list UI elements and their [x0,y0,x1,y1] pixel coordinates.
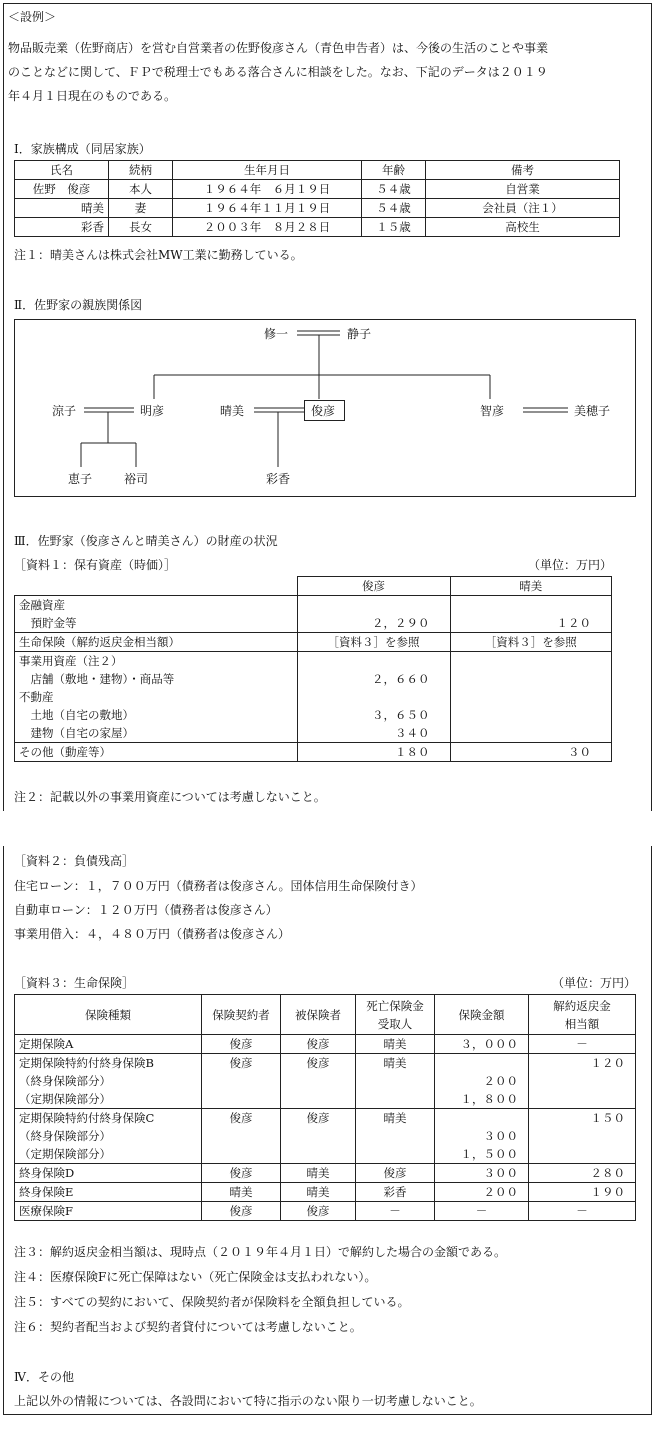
assets-col-toshihiko: 俊彦 [297,577,450,596]
assets-value-t: ［資料３］を参照 [297,633,450,652]
ins-cell: ２８０ [529,1164,636,1183]
family-row [15,218,620,237]
ins-cell: （終身保険部分） [15,1072,202,1090]
ins-header-beneficiary-1: 死亡保険金 [366,998,424,1013]
tree-shuichi: 修一 [264,327,289,341]
ins-cell: 俊彦 [281,1035,356,1054]
assets-table [14,576,612,762]
family-row [15,199,620,218]
family-cell: 妻 [109,199,173,218]
assets-row [15,652,612,671]
ins-cell: ２００ [435,1072,529,1090]
assets-row [15,743,612,762]
ins-cell: ３００ [435,1127,529,1145]
table-row [15,1035,636,1054]
assets-label: 建物（自宅の家屋） [15,724,298,743]
assets-col-harumi: 晴美 [450,577,612,596]
family-cell: 自営業 [426,180,620,199]
ins-cell: （終身保険部分） [15,1127,202,1145]
family-cell: 高校生 [426,218,620,237]
assets-label: 事業用資産（注２） [15,652,298,671]
insurance-unit: （単位：万円） [552,976,637,990]
ins-cell: ３００ [435,1164,529,1183]
assets-row [15,614,612,633]
assets-row [15,688,612,706]
assets-row [15,724,612,743]
assets-value-h [450,706,612,724]
assets-row [15,596,612,615]
ins-cell: 俊彦 [202,1035,281,1054]
other-text: 上記以外の情報については、各設問において特に指示のない限り一切考慮しないこと。 [14,1394,482,1408]
assets-label: 金融資産 [15,596,298,615]
tree-mihoko: 美穂子 [574,404,611,418]
tree-shizuko: 静子 [347,327,372,341]
ins-cell: 俊彦 [281,1202,356,1221]
ins-cell: 俊彦 [281,1109,356,1128]
family-cell: ２００３年 ８月２８日 [173,218,362,237]
tree-ryoko: 涼子 [52,404,77,418]
ins-cell [435,1109,529,1128]
table-row [15,1090,636,1109]
assets-value-h [450,724,612,743]
other-heading: Ⅳ．その他 [14,1370,74,1384]
ins-note-5: 注５：すべての契約において、保険契約者が保険料を全額負担している。 [14,1295,410,1309]
ins-cell [435,1054,529,1073]
ins-cell: 俊彦 [202,1202,281,1221]
assets-label: 生命保険（解約返戻金相当額） [15,633,298,652]
ins-cell: － [356,1202,435,1221]
ins-header-type: 保険種類 [15,995,202,1035]
assets-value-h: １２０ [450,614,612,633]
ins-cell: － [435,1202,529,1221]
ins-cell: 医療保険F [15,1202,202,1221]
family-cell: １９６４年 ６月１９日 [173,180,362,199]
ins-cell: １９０ [529,1183,636,1202]
family-header-name: 氏名 [15,161,109,180]
ins-header-surrender-2: 相当額 [564,1016,600,1031]
ins-cell: － [529,1035,636,1054]
tree-yuji: 裕司 [124,472,149,486]
insurance-table [14,994,636,1221]
family-cell: 晴美 [15,199,109,218]
assets-value-h [450,652,612,671]
assets-value-h [450,596,612,615]
intro-line-2: のことなどに関して、ＦＰで税理士でもある落合さんに相談をした。なお、下記のデータは２０１９ [8,65,548,79]
tree-keiko: 恵子 [68,472,93,486]
ins-cell: 定期保険特約付終身保険B [15,1054,202,1073]
assets-row [15,670,612,688]
family-cell: １９６４年１１月１９日 [173,199,362,218]
ins-cell: 定期保険A [15,1035,202,1054]
ins-cell: （定期保険部分） [15,1090,202,1109]
family-cell: 会社員（注１） [426,199,620,218]
ins-header-amount: 保険金額 [435,995,529,1035]
family-header-birthdate: 生年月日 [173,161,362,180]
assets-label: 不動産 [15,688,298,706]
family-header-notes: 備考 [426,161,620,180]
ins-cell: 俊彦 [202,1109,281,1128]
assets-value-t [297,688,450,706]
assets-value-t: ３４０ [297,724,450,743]
ins-cell: 晴美 [356,1035,435,1054]
family-header-relation: 続柄 [109,161,173,180]
tree-heading: Ⅱ．佐野家の親族関係図 [14,298,143,312]
family-cell: ５４歳 [362,180,426,199]
tree-harumi: 晴美 [220,404,245,418]
debt-line-2: 自動車ローン：１２０万円（債務者は俊彦さん） [14,903,278,917]
assets-label: 店舗（敷地・建物）・商品等 [15,670,298,688]
table-row [15,1109,636,1128]
table-row [15,1072,636,1090]
ins-cell: 晴美 [202,1183,281,1202]
ins-cell: － [529,1202,636,1221]
family-cell: ５４歳 [362,199,426,218]
family-cell: 彩香 [15,218,109,237]
assets-value-h [450,670,612,688]
family-tree [14,319,636,497]
ins-cell: ２００ [435,1183,529,1202]
example-heading: ＜設例＞ [8,10,57,24]
assets-row [15,633,612,652]
insurance-title: ［資料３：生命保険］ [14,976,135,990]
ins-cell: １５０ [529,1109,636,1128]
ins-header-beneficiary-2: 受取人 [377,1016,413,1031]
ins-cell: １，５００ [435,1145,529,1164]
assets-value-t [297,596,450,615]
assets-value-h: ３０ [450,743,612,762]
debt-line-3: 事業用借入：４，４８０万円（債務者は俊彦さん） [14,927,291,941]
family-note: 注１：晴美さんは株式会社MW工業に勤務している。 [14,248,303,262]
intro-line-3: 年４月１日現在のものである。 [8,89,177,103]
ins-cell: 定期保険特約付終身保険C [15,1109,202,1128]
ins-header-insured: 被保険者 [281,995,356,1035]
assets-value-h [450,688,612,706]
assets-value-t [297,652,450,671]
intro-line-1: 物品販売業（佐野商店）を営む自営業者の佐野俊彦さん（青色申告者）は、今後の生活のことや事業 [8,41,549,55]
family-table [14,160,620,237]
table-row [15,1145,636,1164]
family-header-age: 年齢 [362,161,426,180]
ins-header-holder: 保険契約者 [202,995,281,1035]
ins-cell: 終身保険D [15,1164,202,1183]
ins-cell: １，８００ [435,1090,529,1109]
family-cell: 本人 [109,180,173,199]
ins-header-surrender-1: 解約返戻金 [553,998,611,1013]
assets-row [15,706,612,724]
assets-value-t: ２，６６０ [297,670,450,688]
ins-cell: 晴美 [281,1183,356,1202]
family-cell: 長女 [109,218,173,237]
assets-value-t: ３，６５０ [297,706,450,724]
ins-note-6: 注６：契約者配当および契約者貸付については考慮しないこと。 [14,1320,362,1334]
family-row [15,180,620,199]
ins-cell: （定期保険部分） [15,1145,202,1164]
ins-cell: 彩香 [356,1183,435,1202]
assets-unit: （単位：万円） [528,558,613,572]
tree-toshihiko: 俊彦 [311,404,336,418]
ins-cell: 晴美 [356,1054,435,1073]
ins-cell: ３，０００ [435,1035,529,1054]
debt-line-1: 住宅ローン：１，７００万円（債務者は俊彦さん。団体信用生命保険付き） [14,879,423,893]
assets-value-t: ２，２９０ [297,614,450,633]
tree-tomohiko: 智彦 [480,404,505,418]
assets-heading: Ⅲ．佐野家（俊彦さんと晴美さん）の財産の状況 [14,534,278,548]
table-row [15,1127,636,1145]
ins-cell: 晴美 [356,1109,435,1128]
ins-cell: 俊彦 [281,1054,356,1073]
table-row [15,1202,636,1221]
ins-note-4: 注４：医療保険Fに死亡保障はない（死亡保険金は支払われない）。 [14,1270,377,1284]
ins-cell: 終身保険E [15,1183,202,1202]
ins-cell: 俊彦 [202,1054,281,1073]
table-row [15,1183,636,1202]
debts-title: ［資料２：負債残高］ [14,854,135,868]
ins-cell: 晴美 [281,1164,356,1183]
family-cell: １５歳 [362,218,426,237]
ins-cell: 俊彦 [356,1164,435,1183]
ins-cell: １２０ [529,1054,636,1073]
family-heading: Ⅰ．家族構成（同居家族） [14,142,151,156]
ins-cell: 俊彦 [202,1164,281,1183]
family-cell: 佐野 俊彦 [15,180,109,199]
assets-label: その他（動産等） [15,743,298,762]
table-row [15,1054,636,1073]
assets-label: 土地（自宅の敷地） [15,706,298,724]
assets-value-t: １８０ [297,743,450,762]
assets-value-h: ［資料３］を参照 [450,633,612,652]
table-row [15,1164,636,1183]
tree-akihiko: 明彦 [140,404,165,418]
assets-title: ［資料１：保有資産（時価）］ [14,558,177,572]
tree-ayaka: 彩香 [266,472,291,486]
ins-note-3: 注３：解約返戻金相当額は、現時点（２０１９年４月１日）で解約した場合の金額である。 [14,1245,507,1259]
assets-note: 注２：記載以外の事業用資産については考慮しないこと。 [14,790,326,804]
assets-label: 預貯金等 [15,614,298,633]
